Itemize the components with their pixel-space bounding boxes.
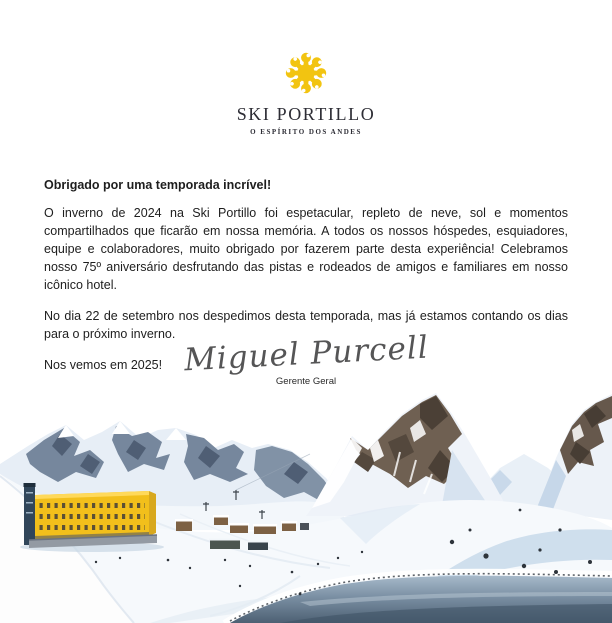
sun-swirl-icon — [275, 43, 337, 103]
signature-role: Gerente Geral — [275, 376, 337, 387]
andes-mountains-hotel-photo — [0, 390, 612, 623]
letter-paragraph-1: O inverno de 2024 na Ski Portillo foi espetacular, repleto de neve, sol e momentos compartilhados que ficarão em nossa memória. A todos os nossos hóspedes, esquiadores, equipe e colaboradores, muito obrigado por fazerem parte desta experiência! Celebramos nosso 75º aniversário desfrutando das pistas e rodeados de amigos e familiares em nosso icônico hotel. — [44, 206, 568, 292]
brand-name: SKI PORTILLO — [236, 104, 376, 124]
letter-paragraph-3: Nos vemos em 2025! — [44, 358, 163, 372]
signature-name: Miguel Purcell — [182, 329, 430, 379]
letter-paragraph-2: No dia 22 de setembro nos despedimos desta temporada, mas já estamos contando os dias para o próximo inverno. — [44, 309, 568, 341]
brand-header — [0, 0, 612, 136]
brand-tagline: O ESPÍRITO DOS ANDES — [250, 128, 362, 136]
signature-block — [0, 329, 612, 387]
letter-heading: Obrigado por uma temporada incrível! — [44, 178, 272, 192]
